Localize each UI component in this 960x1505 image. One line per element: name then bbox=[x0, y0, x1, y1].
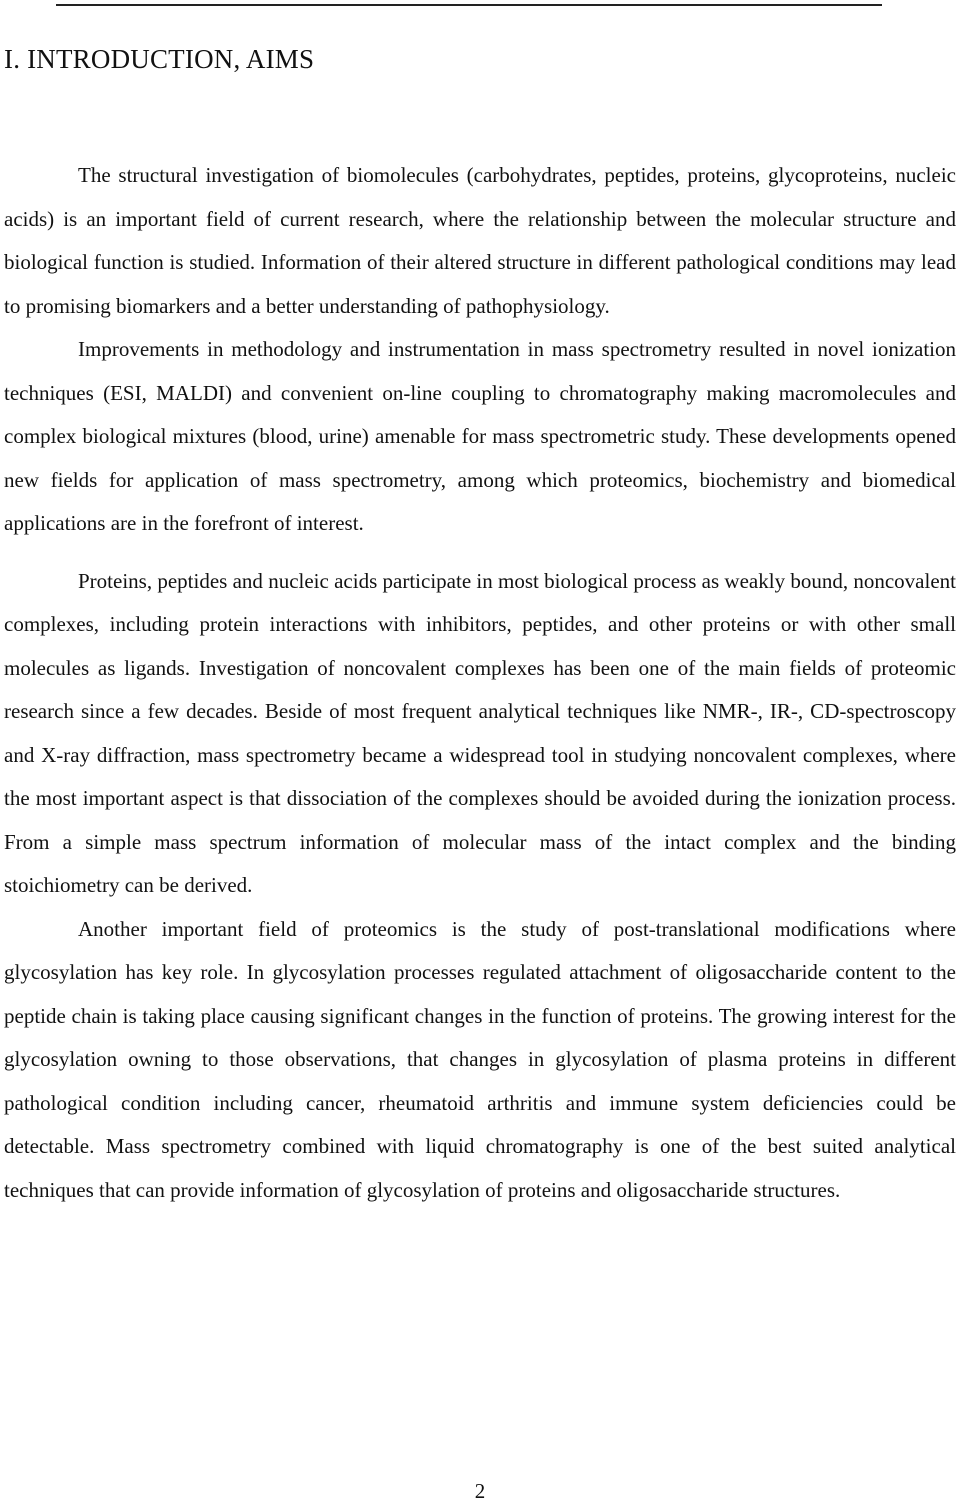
paragraph-glycosylation: Another important field of proteomics is the study of post-translational modifications where glycosylation has key role. In glycosylation processes regulated attachment of oligosaccharide content to the peptide chain is taking place causing significant changes in the function of proteins. The growing interest for the glycosylation owning to those observations, that changes in glycosylation of plasma proteins in different pathological condition including cancer, rheumatoid arthritis and immune system deficiencies could be detectable. Mass spectrometry combined with liquid chromatography is one of the best suited analytical techniques that can provide information of glycosylation of proteins and oligosaccharide structures. bbox=[4, 916, 956, 1202]
body-text bbox=[4, 154, 956, 1212]
paragraph-mass-spectrometry-improvements: Improvements in methodology and instrumentation in mass spectrometry resulted in novel ionization techniques (ESI, MALDI) and convenient on-line coupling to chromatography making macromolecules and complex biological mixtures (blood, urine) amenable for mass spectrometric study. These developments opened new fields for application of mass spectrometry, among which proteomics, biochemistry and biomedical applications are in the forefront of interest. bbox=[4, 337, 956, 535]
section-heading: I. INTRODUCTION, AIMS bbox=[4, 44, 315, 74]
header-rule bbox=[56, 4, 882, 6]
page-number: 2 bbox=[474, 1479, 486, 1503]
paragraph-structural-investigation: The structural investigation of biomolecules (carbohydrates, peptides, proteins, glycoproteins, nucleic acids) is an important field of current research, where the relationship between the molecular structure and biological function is studied. Information of their altered structure in different pathological conditions may lead to promising biomarkers and a better understanding of pathophysiology. bbox=[4, 163, 956, 318]
paragraph-noncovalent-complexes: Proteins, peptides and nucleic acids participate in most biological process as weakly bound, noncovalent complexes, including protein interactions with inhibitors, peptides, and other proteins or with other small molecules as ligands. Investigation of noncovalent complexes has been one of the main fields of proteomic research since a few decades. Beside of most frequent analytical techniques like NMR-, IR-, CD-spectroscopy and X-ray diffraction, mass spectrometry became a widespread tool in studying noncovalent complexes, where the most important aspect is that dissociation of the complexes should be avoided during the ionization process. From a simple mass spectrum information of molecular mass of the intact complex and the binding stoichiometry can be derived. bbox=[4, 568, 956, 897]
